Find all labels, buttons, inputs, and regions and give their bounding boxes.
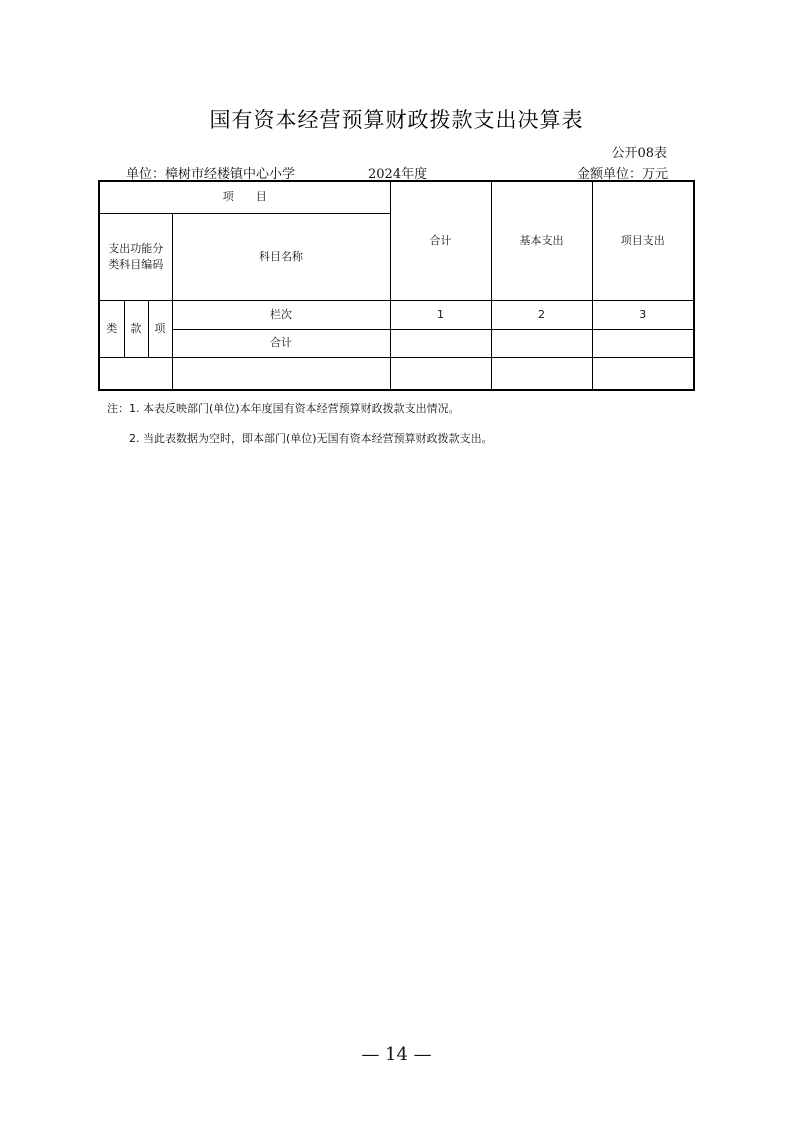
header-basic-expenditure: 基本支出 xyxy=(491,181,592,300)
row-total-label: 合计 xyxy=(172,329,390,357)
form-code: 公开08表 xyxy=(611,146,667,161)
col-lei: 类 xyxy=(99,300,124,357)
header-item: 项 目 xyxy=(99,181,390,213)
expenditure-table xyxy=(98,180,695,391)
col-xiang: 项 xyxy=(148,300,172,357)
empty-code-cell xyxy=(99,357,172,390)
total-value xyxy=(390,329,491,357)
col-kuan: 款 xyxy=(124,300,148,357)
project-value xyxy=(592,329,694,357)
basic-value xyxy=(491,329,592,357)
header-subject-name: 科目名称 xyxy=(172,213,390,300)
header-project-expenditure: 项目支出 xyxy=(592,181,694,300)
document-title: 国有资本经营预算财政拨款支出决算表 xyxy=(209,108,584,132)
empty-name-cell xyxy=(172,357,390,390)
empty-total-cell xyxy=(390,357,491,390)
header-total: 合计 xyxy=(390,181,491,300)
page-number: — 14 — xyxy=(361,1044,432,1065)
empty-project-cell xyxy=(592,357,694,390)
amount-unit-label: 金额单位：万元 xyxy=(576,167,668,182)
col-number-2: 2 xyxy=(491,300,592,329)
col-number-1: 1 xyxy=(390,300,491,329)
unit-label: 单位：樟树市经楼镇中心小学 xyxy=(126,167,296,182)
col-number-3: 3 xyxy=(592,300,694,329)
header-function-code: 支出功能分类科目编码 xyxy=(99,213,172,300)
year-label: 2024年度 xyxy=(368,167,428,182)
note-2: 2. 当此表数据为空时，即本部门(单位)无国有资本经营预算财政拨款支出。 xyxy=(129,432,493,445)
meta-row xyxy=(126,163,668,182)
empty-basic-cell xyxy=(491,357,592,390)
note-1: 注：1. 本表反映部门(单位)本年度国有资本经营预算财政拨款支出情况。 xyxy=(107,402,460,415)
row-column-label: 栏次 xyxy=(172,300,390,329)
